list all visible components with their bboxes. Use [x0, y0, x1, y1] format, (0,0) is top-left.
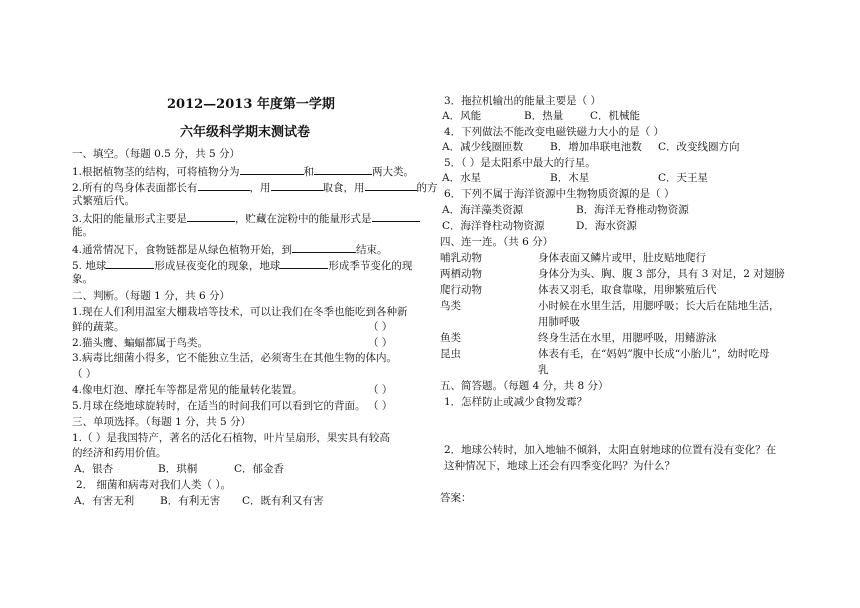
match-right-item-cont: 用肺呼吸 [538, 316, 580, 328]
option[interactable]: A．风能 [442, 110, 482, 122]
match-left-item[interactable]: 爬行动物 [440, 284, 482, 296]
match-left-item[interactable]: 鱼类 [440, 332, 461, 344]
fill-question-1: 1.根据植物茎的结构，可将植物分为 和 两大类。 [72, 166, 415, 178]
judge-question-4: 4.像电灯泡、摩托车等都是常见的能量转化装置。 [72, 384, 303, 396]
option[interactable]: C．郁金香 [234, 463, 285, 475]
option[interactable]: C．机械能 [590, 110, 641, 122]
answer-paren[interactable]: （ ） [368, 400, 393, 412]
judge-question-1-cont: 鲜的蔬菜。 [72, 321, 125, 333]
answer-blank[interactable] [240, 164, 304, 175]
option[interactable]: D．海水资源 [576, 220, 637, 232]
answer-blank[interactable] [280, 258, 328, 269]
match-right-item[interactable]: 身体分为头、胸、腹 3 部分，具有 3 对足，2 对翅膀 [538, 268, 785, 280]
short-question-2: 2．地球公转时，加入地轴不倾斜，太阳直射地球的位置有没有变化？在 [444, 444, 777, 456]
section-choice-heading: 三、单项选择。（每题 1 分，共 5 分） [72, 416, 251, 428]
option[interactable]: C．既有利又有害 [242, 495, 324, 507]
answer-label: 答案： [440, 492, 472, 504]
choice-question-3: 3．拖拉机输出的能量主要是（ ） [444, 95, 602, 107]
choice-question-1: 1.（ ）是我国特产，著名的活化石植物，叶片呈扇形，果实具有较高 [72, 432, 390, 444]
match-right-item[interactable]: 小时候在水里生活，用腮呼吸；长大后在陆地生活， [538, 300, 780, 312]
judge-question-1: 1.现在人们利用温室大棚栽培等技术，可以让我们在冬季也能吃到各种新 [72, 306, 408, 318]
judge-question-5: 5.月球在绕地球旋转时，在适当的时间我们可以看到它的背面。 [72, 400, 366, 412]
option[interactable]: A．有害无利 [74, 495, 135, 507]
answer-paren[interactable]: （ ） [72, 368, 97, 380]
answer-blank[interactable] [292, 242, 356, 253]
match-left-item[interactable]: 昆虫 [440, 348, 461, 360]
answer-blank[interactable] [372, 211, 420, 222]
answer-blank[interactable] [187, 211, 235, 222]
section-match-heading: 四、连一连。（共 6 分） [440, 236, 554, 248]
option[interactable]: B．海洋无脊椎动物资源 [576, 204, 689, 216]
option[interactable]: A．银杏 [74, 463, 114, 475]
choice-question-1-cont: 的经济和药用价值。 [72, 447, 167, 459]
answer-blank[interactable] [314, 164, 372, 175]
short-question-2-cont: 这种情况下，地球上还会有四季变化吗？为什么？ [444, 460, 675, 472]
choice-question-2: 2． 细菌和病毒对我们人类（ ）。 [76, 479, 232, 491]
exam-title-year: 2012—2013 年度第一学期 [167, 97, 335, 112]
fill-question-2: 2.所有的鸟身体表面都长有 ，用 取食，用 的方 [72, 182, 438, 194]
option[interactable]: B．热量 [524, 110, 564, 122]
answer-paren[interactable]: （ ） [368, 384, 393, 396]
answer-blank[interactable] [365, 180, 417, 191]
option[interactable]: B．珙桐 [158, 463, 198, 475]
option[interactable]: C．海洋脊柱动物资源 [442, 220, 545, 232]
match-right-item[interactable]: 身体表面又鳞片或甲，肚皮贴地爬行 [538, 252, 706, 264]
answer-paren[interactable]: （ ） [368, 321, 393, 333]
choice-question-4: 4．下列做法不能改变电磁铁磁力大小的是（ ） [444, 126, 665, 138]
match-right-item[interactable]: 终身生活在水里，用腮呼吸，用鳍游泳 [538, 332, 717, 344]
option[interactable]: A．减少线圈匝数 [442, 141, 524, 153]
option[interactable]: B．增加串联电池数 [550, 141, 642, 153]
answer-blank[interactable] [106, 258, 154, 269]
fill-question-4: 4.通常情况下，食物链都是从绿色植物开始，到 结束。 [72, 244, 388, 256]
answer-paren[interactable]: （ ） [368, 337, 393, 349]
fill-question-2-cont: 式繁殖后代。 [72, 195, 135, 207]
option[interactable]: B．木星 [550, 172, 590, 184]
fill-question-5: 5. 地球 形成昼夜变化的现象，地球 形成季节变化的现 [72, 260, 413, 272]
option[interactable]: A．海洋藻类资源 [442, 204, 524, 216]
option[interactable]: B．有利无害 [160, 495, 221, 507]
choice-question-6: 6．下列不属于海洋资源中生物物质资源的是（ ） [444, 188, 675, 200]
option[interactable]: C．天王星 [658, 172, 709, 184]
answer-blank[interactable] [198, 180, 250, 191]
match-right-item-cont: 乳 [538, 364, 549, 376]
match-right-item[interactable]: 体表有毛，在“妈妈”腹中长成“小胎儿”，幼时吃母 [538, 348, 770, 360]
fill-question-3-cont: 能。 [72, 226, 93, 238]
judge-question-3: 3.病毒比细菌小得多，它不能独立生活，必须寄生在其他生物的体内。 [72, 352, 398, 364]
exam-title-subject: 六年级科学期末测试卷 [180, 125, 311, 140]
match-right-item[interactable]: 体表又羽毛，取食靠喙，用卵繁殖后代 [538, 284, 717, 296]
option[interactable]: C．改变线圈方向 [658, 141, 740, 153]
option[interactable]: A．水星 [442, 172, 482, 184]
section-judge-heading: 二、判断。（每题 1 分，共 6 分） [72, 290, 230, 302]
answer-blank[interactable] [271, 180, 323, 191]
match-left-item[interactable]: 鸟类 [440, 300, 461, 312]
match-left-item[interactable]: 两栖动物 [440, 268, 482, 280]
fill-question-3: 3.太阳的能量形式主要是 ，贮藏在淀粉中的能量形式是 [72, 211, 420, 226]
choice-question-5: 5．（ ）是太阳系中最大的行星。 [444, 157, 596, 169]
section-fill-heading: 一、填空。（每题 0.5 分，共 5 分） [72, 148, 240, 160]
match-left-item[interactable]: 哺乳动物 [440, 252, 482, 264]
judge-question-2: 2.猫头鹰、蝙蝠都属于鸟类。 [72, 337, 209, 349]
short-question-1: 1．怎样防止或减少食物发霉？ [444, 396, 588, 408]
section-short-answer-heading: 五、简答题。（每题 4 分，共 8 分） [440, 380, 609, 392]
fill-question-5-cont: 象。 [72, 273, 93, 285]
